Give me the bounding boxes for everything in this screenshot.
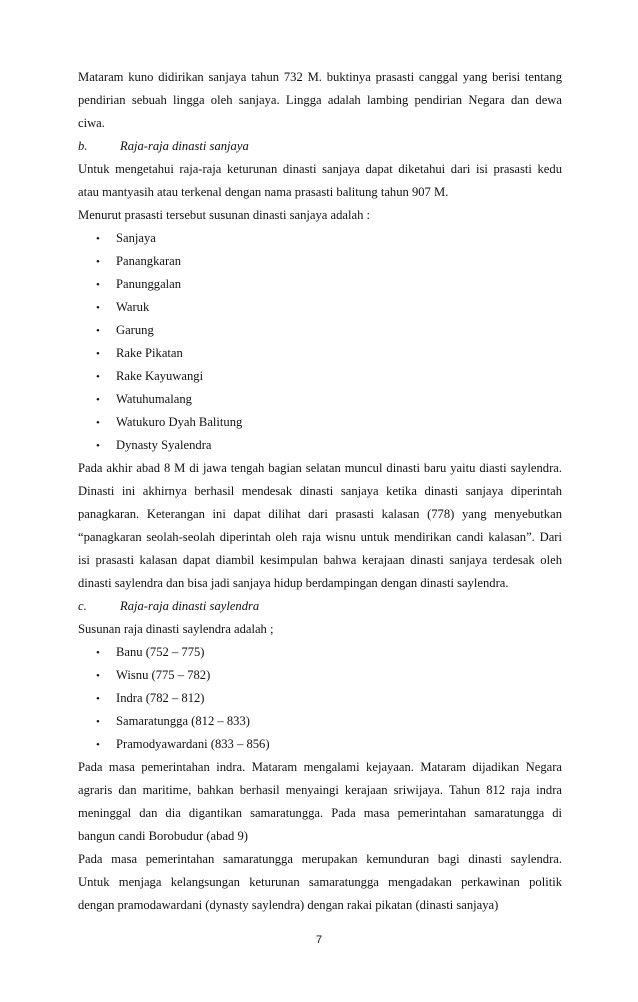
list-item-text: Panangkaran	[116, 254, 182, 268]
list-item	[78, 296, 562, 319]
paragraph-line: pendirian sebuah lingga oleh sanjaya. Lingga adalah lambing pendirian Negara dan dewa	[78, 93, 562, 107]
list-item-text: Waruk	[116, 300, 150, 314]
list-item	[78, 434, 562, 457]
paragraph-line: Untuk mengetahui raja-raja keturunan dinasti sanjaya dapat diketahui dari isi prasasti kedu	[78, 162, 562, 176]
list-item	[78, 227, 562, 250]
bullet-icon: •	[96, 417, 100, 429]
paragraph-line: Dinasti ini akhirnya berhasil mendesak dinasti sanjaya ketika dinasti sanjaya diperintah	[78, 484, 562, 498]
bullet-icon: •	[96, 302, 100, 314]
bullet-icon: •	[96, 256, 100, 268]
paragraph-line: bangun candi Borobudur (abad 9)	[78, 829, 248, 843]
heading-text: Raja-raja dinasti sanjaya	[120, 139, 249, 153]
bullet-icon: •	[96, 647, 100, 659]
list-item	[78, 250, 562, 273]
bullet-icon: •	[96, 348, 100, 360]
paragraph-line: Menurut prasasti tersebut susunan dinasti sanjaya adalah :	[78, 208, 371, 222]
bullet-icon: •	[96, 233, 100, 245]
paragraph-line: meninggal dan dia digantikan samaratungga. Pada masa pemerintahan samaratungga di	[78, 806, 562, 820]
document-page	[78, 66, 562, 917]
list-item-text: Banu (752 – 775)	[116, 645, 205, 659]
list-item	[78, 273, 562, 296]
list-item-text: Garung	[116, 323, 154, 337]
paragraph-line: ciwa.	[78, 116, 105, 130]
list-item	[78, 388, 562, 411]
list-item-text: Samaratungga (812 – 833)	[116, 714, 250, 728]
list-item-text: Pramodyawardani (833 – 856)	[116, 737, 270, 751]
bullet-icon: •	[96, 371, 100, 383]
list-item-text: Rake Pikatan	[116, 346, 183, 360]
list-item	[78, 733, 562, 756]
list-item-text: Watukuro Dyah Balitung	[116, 415, 243, 429]
paragraph-line: atau mantyasih atau terkenal dengan nama prasasti balitung tahun 907 M.	[78, 185, 449, 199]
paragraph-line: dinasti saylendra dan bisa jadi sanjaya hidup berdampingan dengan dinasti saylendra.	[78, 576, 509, 590]
paragraph-line: Pada akhir abad 8 M di jawa tengah bagian selatan muncul dinasti baru yaitu diasti saylendra.	[78, 461, 562, 475]
heading-text: Raja-raja dinasti saylendra	[120, 599, 260, 613]
paragraph-line: agraris dan maritime, bahkan berhasil menyaingi kerajaan sriwijaya. Tahun 812 raja indra	[78, 783, 562, 797]
heading-letter: c.	[78, 599, 87, 613]
list-item	[78, 687, 562, 710]
list-item	[78, 342, 562, 365]
list-item	[78, 411, 562, 434]
paragraph-line: Pada masa pemerintahan samaratungga merupakan kemunduran bagi dinasti saylendra.	[78, 852, 562, 866]
bullet-icon: •	[96, 325, 100, 337]
heading-letter: b.	[78, 139, 88, 153]
paragraph-line: isi prasasti kalasan dapat diambil kesimpulan bahwa kerajaan dinasti sanjaya terdesak oleh	[78, 553, 562, 567]
section-heading-c	[78, 595, 562, 618]
list-item	[78, 365, 562, 388]
bullet-icon: •	[96, 693, 100, 705]
paragraph-line: panagkaran. Keterangan ini dapat dilihat dari prasasti kalasan (778) yang menyebutkan	[78, 507, 562, 521]
section-heading-b	[78, 135, 562, 158]
list-item-text: Watuhumalang	[116, 392, 192, 406]
paragraph-line: Pada masa pemerintahan indra. Mataram mengalami kejayaan. Mataram dijadikan Negara	[78, 760, 562, 774]
list-item	[78, 641, 562, 664]
list-item-text: Indra (782 – 812)	[116, 691, 205, 705]
bullet-icon: •	[96, 394, 100, 406]
paragraph-line: Susunan raja dinasti saylendra adalah ;	[78, 622, 274, 636]
paragraph-line: “panagkaran seolah-seolah diperintah oleh raja wisnu untuk mendirikan candi kalasan”. Dari	[78, 530, 562, 544]
paragraph-line: Mataram kuno didirikan sanjaya tahun 732 M. buktinya prasasti canggal yang berisi tentang	[78, 70, 562, 84]
paragraph-line: Untuk menjaga kelangsungan keturunan samaratungga mengadakan perkawinan politik	[78, 875, 562, 889]
list-item-text: Panunggalan	[116, 277, 182, 291]
bullet-icon: •	[96, 440, 100, 452]
page-number: 7	[315, 934, 323, 946]
bullet-icon: •	[96, 739, 100, 751]
list-item	[78, 664, 562, 687]
list-item-text: Dynasty Syalendra	[116, 438, 212, 452]
paragraph-line: dengan pramodawardani (dynasty saylendra) dengan rakai pikatan (dinasti sanjaya)	[78, 898, 499, 912]
bullet-icon: •	[96, 279, 100, 291]
bullet-icon: •	[96, 670, 100, 682]
bullet-icon: •	[96, 716, 100, 728]
list-item	[78, 319, 562, 342]
list-item	[78, 710, 562, 733]
list-item-text: Wisnu (775 – 782)	[116, 668, 211, 682]
list-item-text: Rake Kayuwangi	[116, 369, 204, 383]
list-item-text: Sanjaya	[116, 231, 156, 245]
